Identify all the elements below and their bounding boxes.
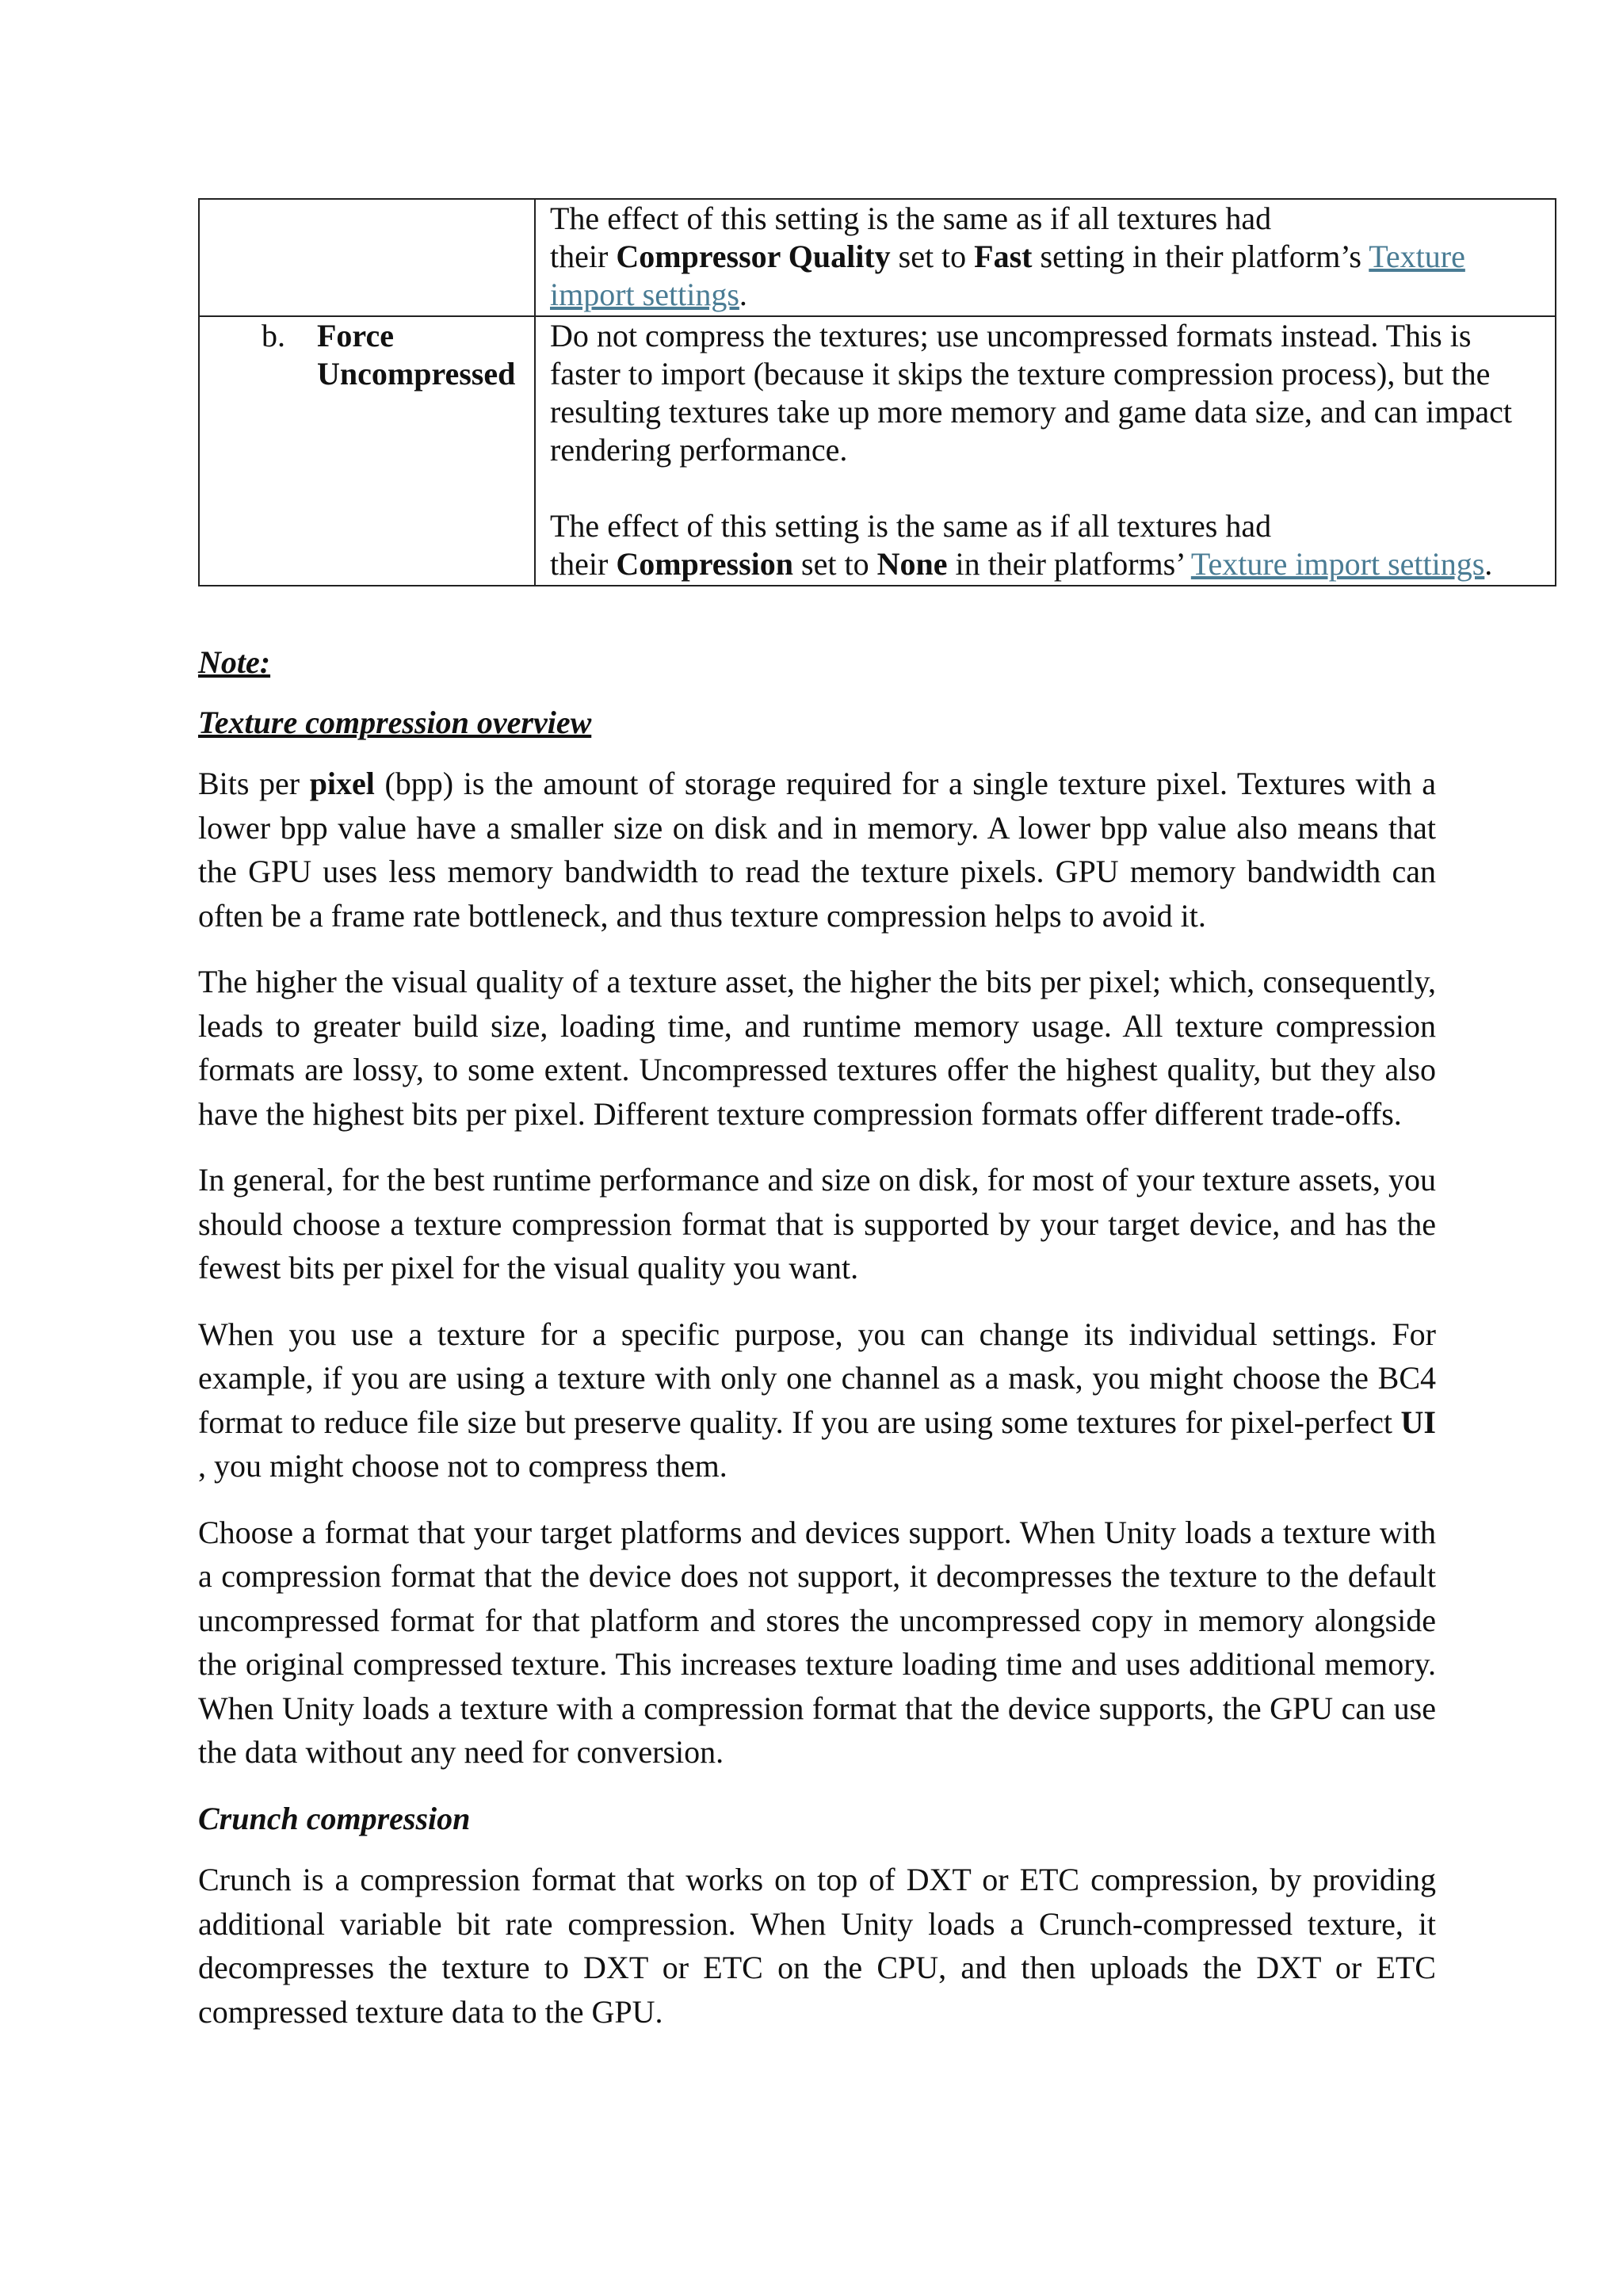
paragraph-format-choice: Choose a format that your target platforms and devices support. When Unity loads a texture with a compression format that the device does not support, it decompresses the texture to the default uncompressed format for that platform and stores the uncompressed copy in memory alongside the original compressed texture. This increases texture loading time and uses additional memory. When Unity loads a texture with a compression format that the device supports, the GPU can use the data without any need for conversion. [198, 1514, 1436, 1770]
p4-bold-ui: UI [1400, 1404, 1436, 1440]
paragraph-visual-quality: The higher the visual quality of a texture asset, the higher the bits per pixel; which, consequently, leads to greater build size, loading time, and runtime memory usage. All texture compression formats are lossy, to some extent. Uncompressed textures offer the highest quality, but they also have the highest bits per pixel. Different texture compression formats offer different trade-offs. [198, 964, 1436, 1132]
note-label: Note: [198, 644, 271, 680]
crunch-heading: Crunch compression [198, 1800, 471, 1836]
texture-import-settings-link[interactable]: Texture import settings [550, 239, 1465, 312]
row1-bold-fast: Fast [974, 239, 1033, 274]
list-letter: b. [262, 318, 285, 353]
row2-bold-compression: Compression [616, 546, 794, 582]
row1-line1: The effect of this setting is the same as if all textures had [550, 201, 1272, 236]
row2-para1: Do not compress the textures; use uncompressed formats instead. This is faster to import (because it skips the texture compression process), but the resulting textures take up more memory and game data size, and can impact rendering performance. [550, 318, 1513, 468]
paragraph-specific-purpose [198, 1312, 1436, 1488]
table-cell-description [535, 199, 1556, 316]
row2-line1: The effect of this setting is the same as if all textures had [550, 508, 1272, 544]
paragraph-bpp [198, 762, 1436, 938]
paragraph-crunch: Crunch is a compression format that works on top of DXT or ETC compression, by providing additional variable bit rate compression. When Unity loads a Crunch-compressed texture, it decompresses the texture to DXT or ETC on the CPU, and then uploads the DXT or ETC compressed texture data to the GPU. [198, 1862, 1436, 2030]
table-cell-empty [199, 199, 535, 316]
row2-line2-post: in their platforms’ [947, 546, 1191, 582]
row1-line2-post: setting in their platform’s [1032, 239, 1369, 274]
row2-line2-pre: their [550, 546, 617, 582]
table-row [199, 199, 1556, 316]
row1-line2-pre: their [550, 239, 617, 274]
row1-end: . [739, 277, 747, 312]
row2-line2-mid: set to [793, 546, 877, 582]
body-content [198, 640, 1436, 2056]
overview-heading: Texture compression overview [198, 704, 592, 740]
p4-pre: When you use a texture for a specific purpose, you can change its individual settings. For example, if you are using a texture with only one channel as a mask, you might choose the BC4 format to reduce file size but preserve quality. If you are using some textures for pixel-perfect [198, 1316, 1436, 1440]
settings-table [198, 198, 1556, 586]
row1-line2-mid: set to [890, 239, 975, 274]
row2-bold-none: None [876, 546, 948, 582]
table-cell-label [199, 316, 535, 586]
p1-pre: Bits per [198, 766, 310, 801]
p4-post: , you might choose not to compress them. [198, 1448, 727, 1484]
table-row [199, 316, 1556, 586]
texture-import-settings-link[interactable]: Texture import settings [1190, 546, 1485, 582]
p1-bold-pixel: pixel [309, 766, 375, 801]
row1-bold-compressor-quality: Compressor Quality [616, 239, 891, 274]
table-cell-description [535, 316, 1556, 586]
paragraph-general: In general, for the best runtime performance and size on disk, for most of your texture assets, you should choose a texture compression format that is supported by your target device, and has the fewest bits per pixel for the visual quality you want. [198, 1162, 1436, 1286]
row2-end: . [1484, 546, 1493, 582]
option-force-uncompressed: Force Uncompressed [317, 318, 516, 392]
p1-post: (bpp) is the amount of storage required for a single texture pixel. Textures with a lower bpp value have a smaller size on disk and in memory. A lower bpp value also means that the GPU uses less memory bandwidth to read the texture pixels. GPU memory bandwidth can often be a frame rate bottleneck, and thus texture compression helps to avoid it. [198, 766, 1436, 934]
